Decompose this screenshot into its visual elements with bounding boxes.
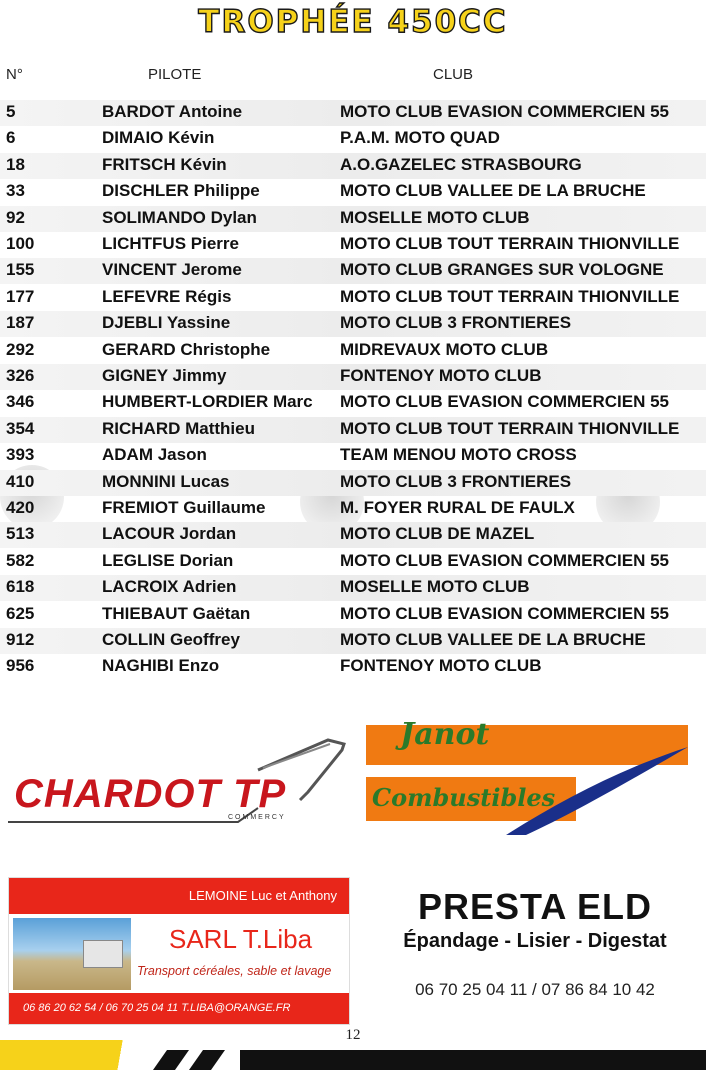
- table-row: [0, 390, 706, 416]
- rider-name: SOLIMANDO Dylan: [102, 207, 257, 227]
- rider-number: 912: [6, 630, 35, 649]
- table-row: [0, 206, 706, 232]
- rider-club: MOTO CLUB EVASION COMMERCIEN 55: [340, 392, 670, 412]
- table-row: [0, 153, 706, 179]
- rider-number: 155: [6, 260, 35, 280]
- rider-number: 177: [6, 286, 35, 306]
- rider-name: BARDOT Antoine: [102, 102, 243, 121]
- rider-number: 354: [6, 418, 35, 438]
- rider-name: LEFEVRE Régis: [102, 286, 232, 306]
- header-pilote: PILOTE: [148, 66, 202, 83]
- janot-logo: [366, 717, 690, 835]
- rider-number: 582: [6, 550, 35, 570]
- rider-name: THIEBAUT Gaëtan: [102, 603, 251, 623]
- rider-number: 618: [6, 577, 35, 597]
- liba-bottom-band: [9, 993, 349, 1024]
- rider-name: DJEBLI Yassine: [102, 313, 231, 333]
- footer-yellow-band: [0, 1040, 170, 1070]
- presta-phones: 06 70 25 04 11 / 07 86 84 10 42: [415, 980, 655, 999]
- truck-photo: [13, 918, 131, 990]
- rider-club: MOTO CLUB TOUT TERRAIN THIONVILLE: [340, 234, 680, 253]
- rider-club: MOTO CLUB DE MAZEL: [340, 524, 535, 544]
- rider-number: 625: [6, 603, 35, 623]
- presta-services: Épandage - Lisier - Digestat: [403, 930, 667, 952]
- footer-stripe: [189, 1050, 225, 1070]
- rider-name: HUMBERT-LORDIER Marc: [102, 392, 313, 412]
- liba-owners: LEMOINE Luc et Anthony: [188, 888, 337, 903]
- liba-description: Transport céréales, sable et lavage: [137, 964, 332, 978]
- liba-contact: 06 86 20 62 54 / 06 70 25 04 11 T.LIBA@ORANGE.FR: [23, 1002, 291, 1014]
- rider-name: DISCHLER Philippe: [102, 181, 260, 201]
- page-title: TROPHÉE 450CC: [198, 4, 508, 40]
- rider-club: MIDREVAUX MOTO CLUB: [340, 339, 549, 359]
- table-row: [0, 179, 706, 205]
- rider-number: 393: [6, 445, 35, 465]
- rider-number: 326: [6, 366, 35, 385]
- rider-name: LACOUR Jordan: [102, 524, 237, 544]
- rider-club: MOTO CLUB 3 FRONTIERES: [340, 471, 572, 491]
- table-row: [0, 496, 706, 522]
- rider-name: LICHTFUS Pierre: [102, 234, 239, 253]
- chardot-name: CHARDOT TP: [14, 772, 287, 816]
- rider-number: 100: [6, 234, 35, 253]
- table-row: [0, 258, 706, 284]
- rider-club: MOTO CLUB VALLEE DE LA BRUCHE: [340, 630, 646, 649]
- table-row: [0, 364, 706, 390]
- rider-name: ADAM Jason: [102, 445, 207, 465]
- rider-number: 18: [6, 154, 25, 174]
- rider-number: 956: [6, 656, 35, 676]
- rider-club: MOTO CLUB 3 FRONTIERES: [340, 313, 572, 333]
- header-no: N°: [6, 66, 23, 83]
- table-row: [0, 232, 706, 258]
- rider-club: MOSELLE MOTO CLUB: [340, 577, 530, 597]
- janot-sub: Combustibles: [372, 783, 556, 812]
- rider-number: 187: [6, 313, 35, 333]
- chardot-logo: [8, 730, 348, 830]
- rider-number: 410: [6, 471, 35, 491]
- rider-club: FONTENOY MOTO CLUB: [340, 366, 542, 385]
- rider-club: MOTO CLUB TOUT TERRAIN THIONVILLE: [340, 286, 680, 306]
- table-row: [0, 100, 706, 126]
- liba-top-band: [9, 878, 349, 914]
- table-row: [0, 338, 706, 364]
- table-row: [0, 443, 706, 469]
- rider-club: TEAM MENOU MOTO CROSS: [340, 445, 577, 465]
- rider-club: MOTO CLUB GRANGES SUR VOLOGNE: [340, 260, 664, 280]
- rider-number: 513: [6, 524, 35, 544]
- rider-name: LACROIX Adrien: [102, 577, 237, 597]
- rider-name: DIMAIO Kévin: [102, 128, 215, 148]
- table-row: [0, 285, 706, 311]
- rider-number: 5: [6, 102, 16, 121]
- rider-club: MOTO CLUB TOUT TERRAIN THIONVILLE: [340, 418, 680, 438]
- rider-number: 420: [6, 498, 35, 517]
- header-club: CLUB: [433, 66, 474, 83]
- rider-club: MOTO CLUB EVASION COMMERCIEN 55: [340, 550, 670, 570]
- rider-name: VINCENT Jerome: [102, 260, 242, 280]
- page-number: 12: [345, 1027, 361, 1043]
- chardot-sub: COMMERCY: [228, 814, 286, 821]
- liba-card: [8, 877, 350, 1025]
- rider-number: 92: [6, 207, 25, 227]
- rider-club: A.O.GAZELEC STRASBOURG: [340, 154, 582, 174]
- rider-name: FRITSCH Kévin: [102, 154, 227, 174]
- rider-name: GIGNEY Jimmy: [102, 366, 227, 385]
- rider-club: MOSELLE MOTO CLUB: [340, 207, 530, 227]
- liba-name: SARL T.Liba: [169, 924, 313, 954]
- rider-number: 346: [6, 392, 35, 412]
- rider-name: NAGHIBI Enzo: [102, 656, 220, 676]
- rider-name: RICHARD Matthieu: [102, 418, 255, 438]
- table-row: [0, 522, 706, 548]
- rider-club: MOTO CLUB VALLEE DE LA BRUCHE: [340, 181, 646, 201]
- rider-number: 6: [6, 128, 16, 148]
- table-row: [0, 575, 706, 601]
- table-row: [0, 654, 706, 680]
- rider-club: MOTO CLUB EVASION COMMERCIEN 55: [340, 102, 670, 121]
- rider-name: FREMIOT Guillaume: [102, 498, 266, 517]
- rider-club: FONTENOY MOTO CLUB: [340, 656, 542, 676]
- presta-name: PRESTA ELD: [417, 886, 652, 927]
- rider-number: 292: [6, 339, 35, 359]
- table-row: [0, 417, 706, 443]
- rider-number: 33: [6, 181, 25, 201]
- truck-icon: [83, 940, 123, 968]
- rider-club: P.A.M. MOTO QUAD: [340, 128, 500, 148]
- table-row: [0, 549, 706, 575]
- table-row: [0, 628, 706, 654]
- rider-name: GERARD Christophe: [102, 339, 271, 359]
- rider-name: COLLIN Geoffrey: [102, 630, 240, 649]
- rider-club: M. FOYER RURAL DE FAULX: [340, 498, 575, 517]
- footer-black-band: [240, 1050, 706, 1070]
- rider-club: MOTO CLUB EVASION COMMERCIEN 55: [340, 603, 670, 623]
- table-row: [0, 470, 706, 496]
- table-row: [0, 311, 706, 337]
- rider-name: LEGLISE Dorian: [102, 550, 234, 570]
- janot-name: Janot: [400, 717, 490, 752]
- table-row: [0, 126, 706, 152]
- rider-name: MONNINI Lucas: [102, 471, 230, 491]
- table-row: [0, 602, 706, 628]
